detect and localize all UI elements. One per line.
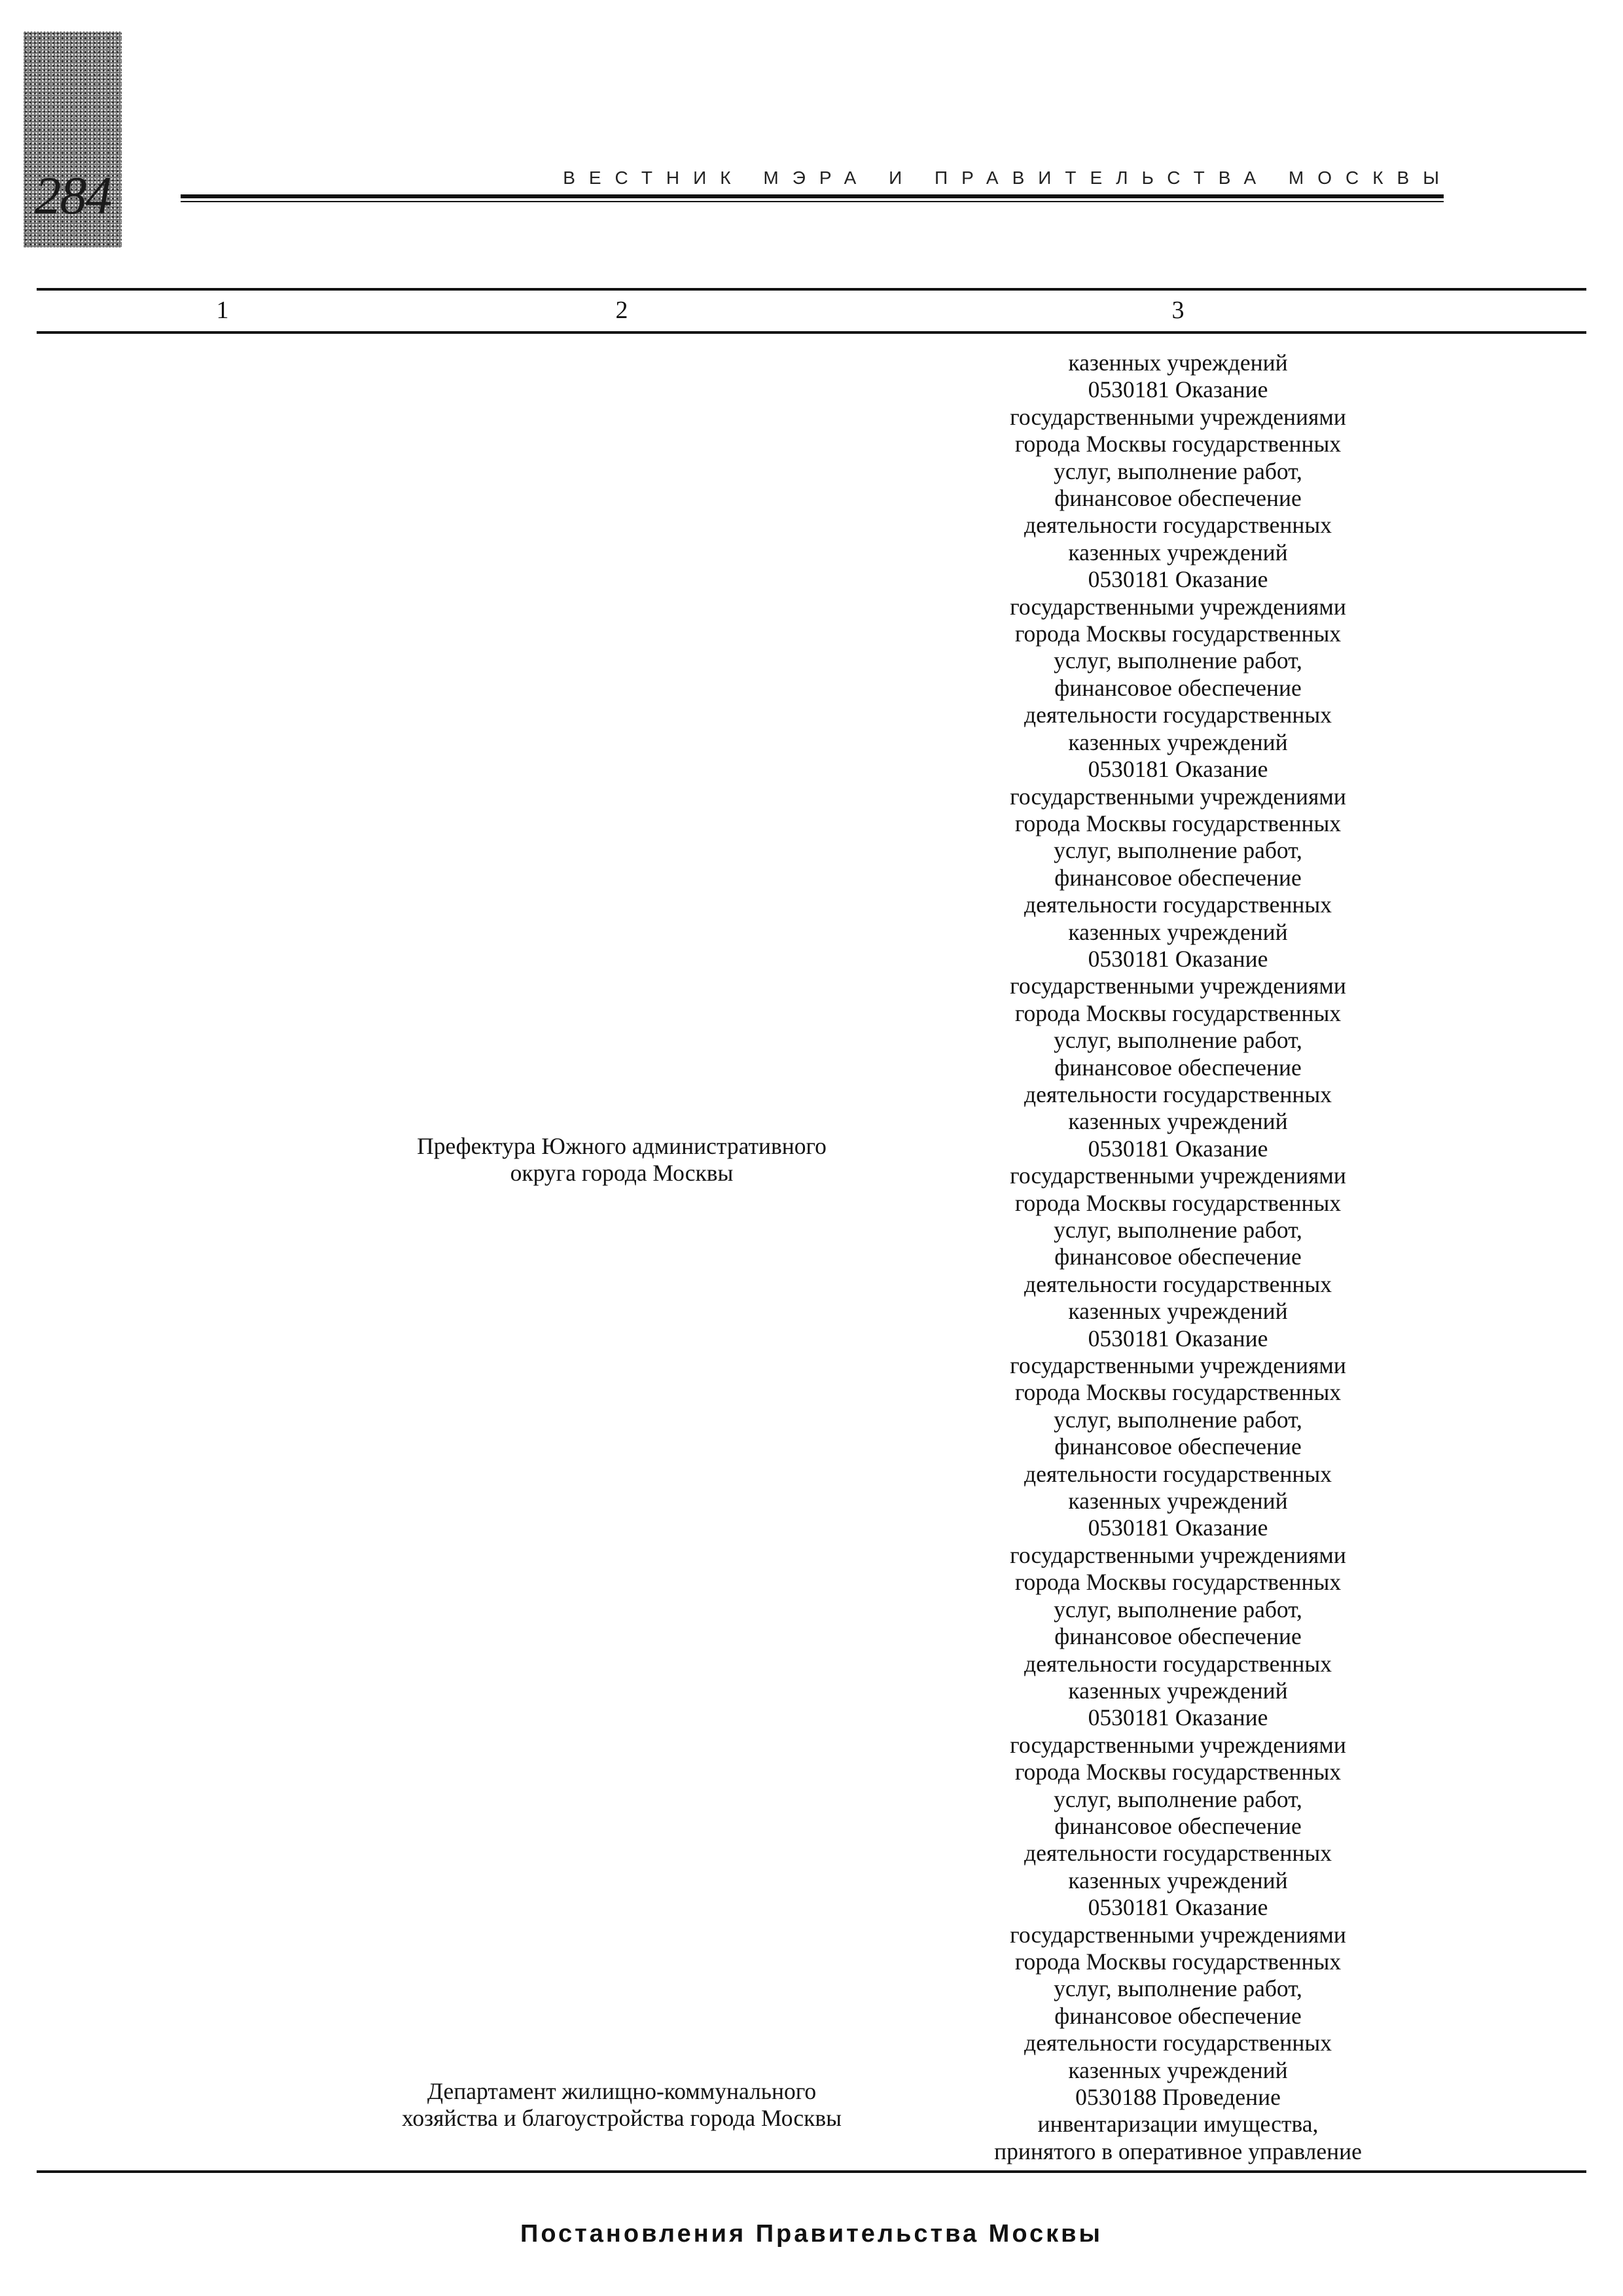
column-3-line: 0530181 Оказание xyxy=(1088,1704,1268,1731)
column-3-line: деятельности государственных xyxy=(1024,1840,1332,1867)
column-3-line: 0530188 Проведение xyxy=(1075,2084,1281,2110)
section-footer: Постановления Правительства Москвы xyxy=(520,2220,1103,2248)
column-3-line: казенных учреждений xyxy=(1068,2056,1288,2083)
column-3-line: услуг, выполнение работ, xyxy=(1054,1027,1302,1054)
column-number-2: 2 xyxy=(615,296,628,324)
table-bottom-rule xyxy=(37,2170,1586,2173)
column-3-cell xyxy=(903,350,1453,2165)
column-3-line: 0530181 Оказание xyxy=(1088,1894,1268,1921)
column-3-line: государственными учреждениями xyxy=(1010,783,1346,810)
column-3-line: казенных учреждений xyxy=(1068,1298,1288,1325)
column-3-line: государственными учреждениями xyxy=(1010,973,1346,999)
column-3-line: финансовое обеспечение xyxy=(1054,1623,1302,1650)
column-3-line: государственными учреждениями xyxy=(1010,1731,1346,1758)
column-3-line: государственными учреждениями xyxy=(1010,593,1346,620)
column-3-line: финансовое обеспечение xyxy=(1054,2002,1302,2029)
column-3-line: 0530181 Оказание xyxy=(1088,1135,1268,1162)
column-3-line: 0530181 Оказание xyxy=(1088,1515,1268,1541)
column-3-line: казенных учреждений xyxy=(1068,1867,1288,1893)
org-department-line: хозяйства и благоустройства города Москвы xyxy=(402,2105,842,2132)
column-3-line: деятельности государственных xyxy=(1024,2030,1332,2056)
column-3-line: казенных учреждений xyxy=(1068,1488,1288,1515)
column-3-line: финансовое обеспечение xyxy=(1054,1244,1302,1270)
column-number-3: 3 xyxy=(1171,296,1185,324)
org-prefecture-cell xyxy=(327,1133,916,1187)
column-3-line: казенных учреждений xyxy=(1068,728,1288,755)
column-3-line: деятельности государственных xyxy=(1024,1081,1332,1107)
journal-title: ВЕСТНИК МЭРА И ПРАВИТЕЛЬСТВА МОСКВЫ xyxy=(563,168,1453,188)
column-3-line: финансовое обеспечение xyxy=(1054,674,1302,701)
table-header-rule xyxy=(37,331,1586,334)
column-3-line: города Москвы государственных xyxy=(1014,620,1342,647)
column-3-line: государственными учреждениями xyxy=(1010,1162,1346,1189)
column-3-line: государственными учреждениями xyxy=(1010,1921,1346,1948)
org-department-line: Департамент жилищно-коммунального xyxy=(427,2078,817,2104)
column-3-line: города Москвы государственных xyxy=(1014,1569,1342,1596)
column-3-line: казенных учреждений xyxy=(1068,539,1288,565)
column-3-line: казенных учреждений xyxy=(1068,1108,1288,1135)
org-department-cell xyxy=(327,2078,916,2132)
column-3-line: деятельности государственных xyxy=(1024,891,1332,918)
column-3-line: услуг, выполнение работ, xyxy=(1054,1406,1302,1433)
column-3-line: финансовое обеспечение xyxy=(1054,1054,1302,1081)
column-3-line: услуг, выполнение работ, xyxy=(1054,1785,1302,1812)
column-3-line: города Москвы государственных xyxy=(1014,1189,1342,1216)
column-3-line: 0530181 Оказание xyxy=(1088,566,1268,593)
column-3-line: финансовое обеспечение xyxy=(1054,864,1302,891)
column-3-line: города Москвы государственных xyxy=(1014,1948,1342,1975)
column-number-1: 1 xyxy=(216,296,229,324)
column-3-line: услуг, выполнение работ, xyxy=(1054,837,1302,864)
column-3-line: 0530181 Оказание xyxy=(1088,1325,1268,1352)
column-3-line: государственными учреждениями xyxy=(1010,1541,1346,1568)
column-3-line: услуг, выполнение работ, xyxy=(1054,1975,1302,2002)
org-prefecture-line: Префектура Южного административного xyxy=(417,1133,827,1159)
column-3-line: принятого в оперативное управление xyxy=(994,2138,1362,2164)
column-3-line: города Москвы государственных xyxy=(1014,1379,1342,1406)
column-3-line: города Москвы государственных xyxy=(1014,999,1342,1026)
column-3-line: услуг, выполнение работ, xyxy=(1054,457,1302,484)
header-rule xyxy=(181,194,1444,198)
column-3-line: казенных учреждений xyxy=(1068,1677,1288,1704)
column-3-line: услуг, выполнение работ, xyxy=(1054,647,1302,674)
column-3-line: деятельности государственных xyxy=(1024,1270,1332,1297)
table-top-rule xyxy=(37,288,1586,291)
column-3-line: города Москвы государственных xyxy=(1014,810,1342,836)
column-3-line: деятельности государственных xyxy=(1024,1650,1332,1677)
column-3-line: государственными учреждениями xyxy=(1010,403,1346,430)
column-3-line: 0530181 Оказание xyxy=(1088,376,1268,403)
column-3-line: города Москвы государственных xyxy=(1014,1759,1342,1785)
column-3-line: финансовое обеспечение xyxy=(1054,1433,1302,1460)
column-3-line: казенных учреждений xyxy=(1068,350,1288,376)
column-3-line: 0530181 Оказание xyxy=(1088,756,1268,783)
column-3-line: финансовое обеспечение xyxy=(1054,485,1302,512)
column-3-line: 0530181 Оказание xyxy=(1088,945,1268,972)
column-3-line: финансовое обеспечение xyxy=(1054,1812,1302,1839)
column-3-line: услуг, выполнение работ, xyxy=(1054,1596,1302,1623)
column-3-line: деятельности государственных xyxy=(1024,1460,1332,1487)
column-3-line: инвентаризации имущества, xyxy=(1037,2111,1319,2138)
column-3-line: города Москвы государственных xyxy=(1014,431,1342,457)
column-3-line: государственными учреждениями xyxy=(1010,1352,1346,1379)
header-rule-thin xyxy=(181,201,1444,202)
column-3-line: казенных учреждений xyxy=(1068,918,1288,945)
column-3-line: деятельности государственных xyxy=(1024,512,1332,539)
org-prefecture-line: округа города Москвы xyxy=(510,1160,734,1187)
page-number: 284 xyxy=(34,166,111,225)
column-3-line: деятельности государственных xyxy=(1024,702,1332,728)
column-3-line: услуг, выполнение работ, xyxy=(1054,1217,1302,1243)
